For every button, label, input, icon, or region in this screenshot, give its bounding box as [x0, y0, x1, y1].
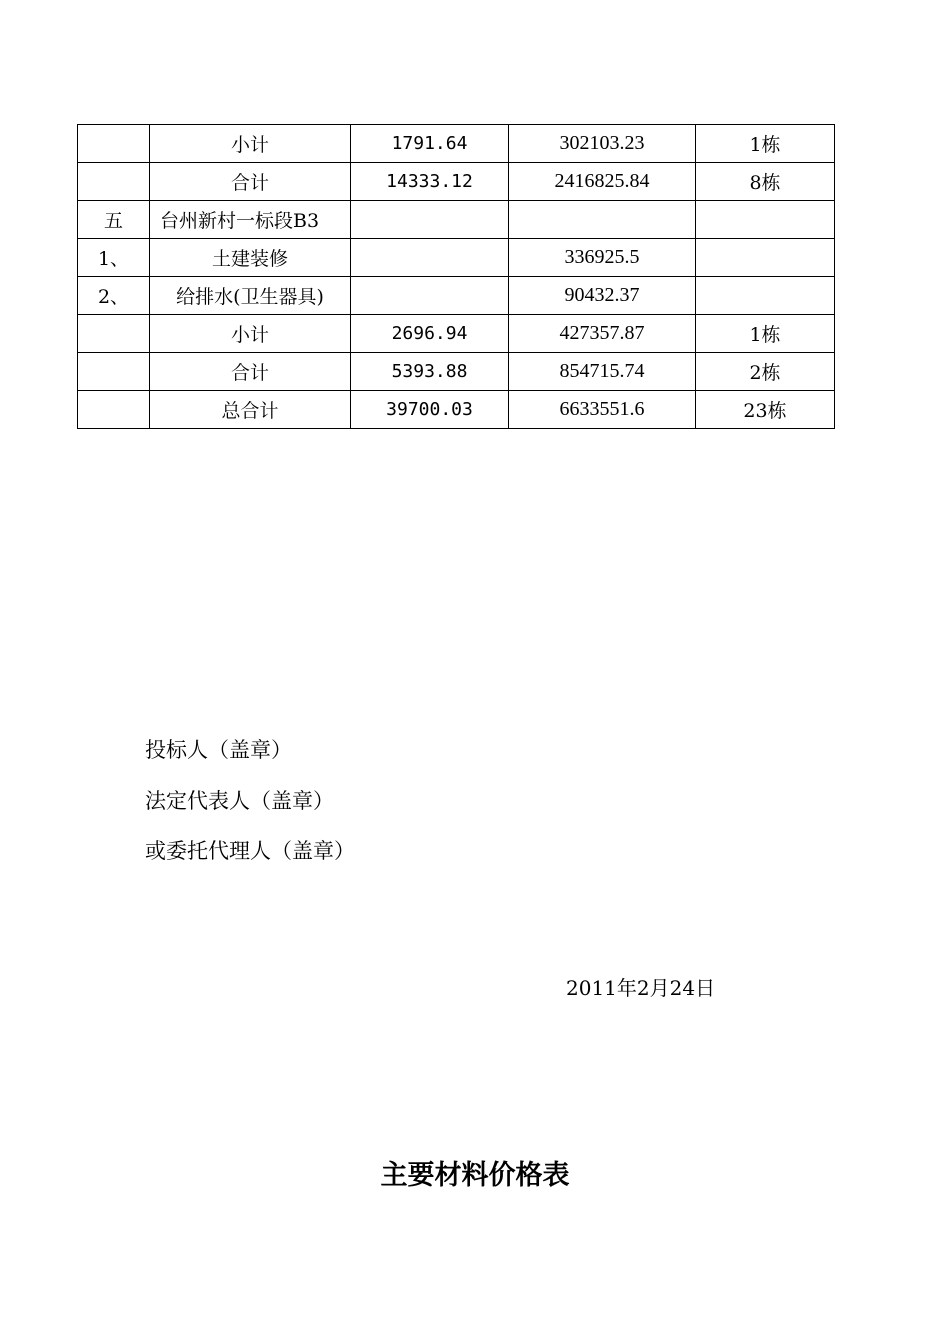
building-count-cell [696, 201, 835, 239]
row-number-cell: 2、 [78, 277, 150, 315]
building-count-cell [696, 277, 835, 315]
amount-cell: 427357.87 [509, 315, 696, 353]
table-row [78, 315, 835, 353]
row-number-cell [78, 125, 150, 163]
item-name-cell: 给排水(卫生器具) [150, 277, 351, 315]
item-name-cell: 小计 [150, 125, 351, 163]
area-cell [351, 239, 509, 277]
table-row [78, 277, 835, 315]
area-cell: 2696.94 [351, 315, 509, 353]
row-number-cell: 五 [78, 201, 150, 239]
item-name-cell: 合计 [150, 353, 351, 391]
document-date: 2011年2月24日 [566, 976, 716, 1000]
row-number-cell [78, 163, 150, 201]
table-body [78, 125, 835, 429]
row-number-cell [78, 353, 150, 391]
area-cell: 1791.64 [351, 125, 509, 163]
building-count-cell: 1栋 [696, 315, 835, 353]
bidder-seal-label: 投标人（盖章） [145, 738, 292, 762]
item-name-cell: 小计 [150, 315, 351, 353]
area-cell: 5393.88 [351, 353, 509, 391]
table-row [78, 163, 835, 201]
cost-summary-table [77, 124, 835, 429]
item-name-cell: 总合计 [150, 391, 351, 429]
building-count-cell: 2栋 [696, 353, 835, 391]
item-name-cell: 合计 [150, 163, 351, 201]
table-row [78, 391, 835, 429]
row-number-cell: 1、 [78, 239, 150, 277]
section-title: 主要材料价格表 [380, 1160, 570, 1191]
area-cell: 14333.12 [351, 163, 509, 201]
area-cell [351, 277, 509, 315]
amount-cell: 90432.37 [509, 277, 696, 315]
item-name-cell: 台州新村一标段B3 [150, 201, 351, 239]
amount-cell [509, 201, 696, 239]
amount-cell: 2416825.84 [509, 163, 696, 201]
table-row [78, 125, 835, 163]
area-cell: 39700.03 [351, 391, 509, 429]
building-count-cell: 23栋 [696, 391, 835, 429]
legal-representative-seal-label: 法定代表人（盖章） [145, 789, 334, 813]
row-number-cell [78, 391, 150, 429]
authorized-agent-seal-label: 或委托代理人（盖章） [145, 839, 355, 863]
table-row [78, 353, 835, 391]
building-count-cell: 8栋 [696, 163, 835, 201]
item-name-cell: 土建装修 [150, 239, 351, 277]
amount-cell: 302103.23 [509, 125, 696, 163]
area-cell [351, 201, 509, 239]
building-count-cell [696, 239, 835, 277]
table-row [78, 239, 835, 277]
row-number-cell [78, 315, 150, 353]
table-row [78, 201, 835, 239]
building-count-cell: 1栋 [696, 125, 835, 163]
amount-cell: 854715.74 [509, 353, 696, 391]
amount-cell: 336925.5 [509, 239, 696, 277]
amount-cell: 6633551.6 [509, 391, 696, 429]
